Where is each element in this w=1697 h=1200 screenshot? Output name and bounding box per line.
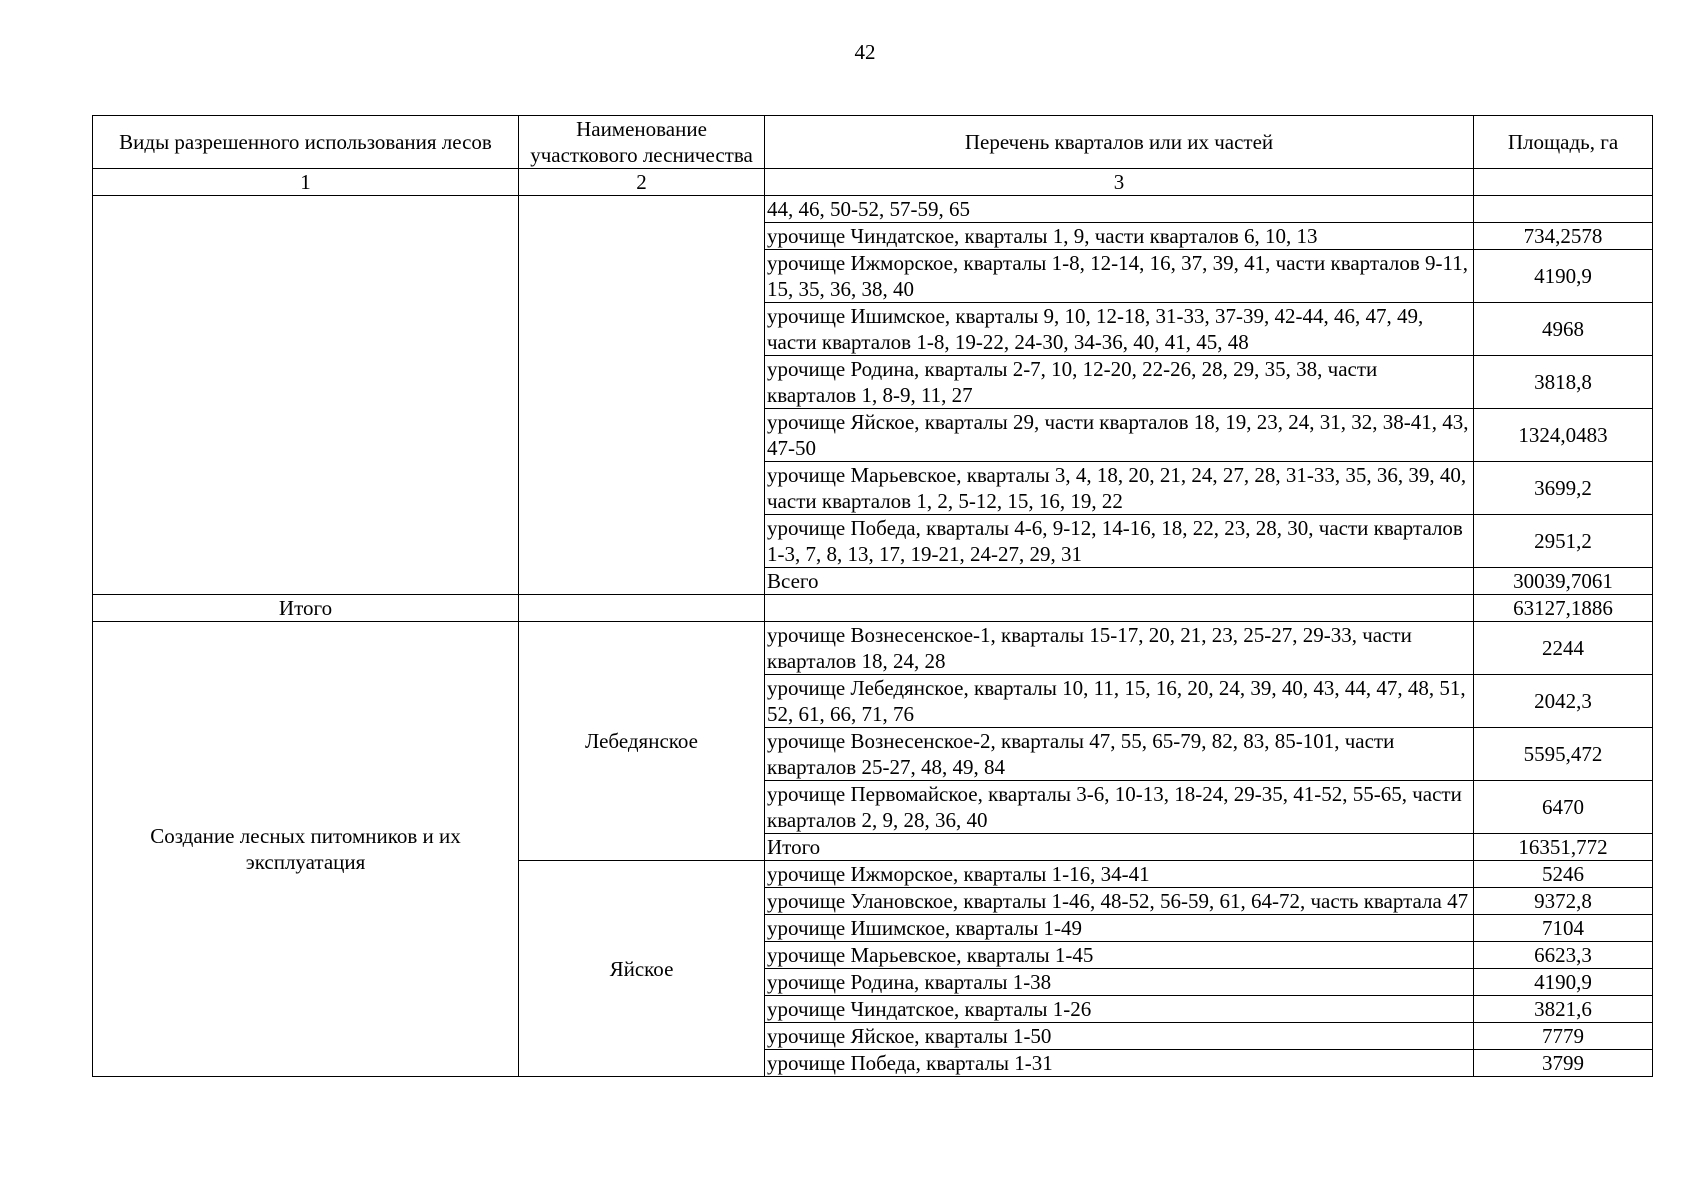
quarters-cell: урочище Яйское, кварталы 29, части кварталов 18, 19, 23, 24, 31, 32, 38-41, 43, 47-50 — [765, 409, 1474, 462]
quarters-cell: урочище Марьевское, кварталы 1-45 — [765, 942, 1474, 969]
area-cell: 4190,9 — [1474, 250, 1653, 303]
header-area: Площадь, га — [1474, 116, 1653, 169]
area-cell: 5246 — [1474, 861, 1653, 888]
area-cell: 7104 — [1474, 915, 1653, 942]
area-cell: 5595,472 — [1474, 728, 1653, 781]
area-cell: 2951,2 — [1474, 515, 1653, 568]
area-cell: 30039,7061 — [1474, 568, 1653, 595]
area-cell: 4968 — [1474, 303, 1653, 356]
quarters-cell: 44, 46, 50-52, 57-59, 65 — [765, 196, 1474, 223]
total-row — [93, 595, 1653, 622]
table-row — [93, 622, 1653, 675]
quarters-cell: урочище Родина, кварталы 2-7, 10, 12-20, 22-26, 28, 29, 35, 38, части кварталов 1, 8-9, 11, 27 — [765, 356, 1474, 409]
quarters-cell: урочище Чиндатское, кварталы 1-26 — [765, 996, 1474, 1023]
empty-cell — [519, 595, 765, 622]
column-index — [1474, 169, 1653, 196]
use-type-cell: Создание лесных питомников и их эксплуатация — [93, 622, 519, 1077]
column-index: 1 — [93, 169, 519, 196]
forestry-cell-empty — [519, 196, 765, 595]
header-row — [93, 116, 1653, 169]
header-quarters-list: Перечень кварталов или их частей — [765, 116, 1474, 169]
total-area: 63127,1886 — [1474, 595, 1653, 622]
area-cell: 2042,3 — [1474, 675, 1653, 728]
area-cell: 4190,9 — [1474, 969, 1653, 996]
header-forestry-name: Наименование участкового лесничества — [519, 116, 765, 169]
quarters-cell: урочище Ишимское, кварталы 9, 10, 12-18, 31-33, 37-39, 42-44, 46, 47, 49, части кварталов 1-8, 19-22, 24-30, 34-36, 40, 41, 45, 48 — [765, 303, 1474, 356]
area-cell: 3699,2 — [1474, 462, 1653, 515]
area-cell: 9372,8 — [1474, 888, 1653, 915]
quarters-cell: урочище Вознесенское-2, кварталы 47, 55, 65-79, 82, 83, 85-101, части кварталов 25-27, 48, 49, 84 — [765, 728, 1474, 781]
quarters-cell: урочище Ишимское, кварталы 1-49 — [765, 915, 1474, 942]
quarters-cell: урочище Лебедянское, кварталы 10, 11, 15, 16, 20, 24, 39, 40, 43, 44, 47, 48, 51, 52, 61, 66, 71, 76 — [765, 675, 1474, 728]
quarters-cell: Всего — [765, 568, 1474, 595]
area-cell: 3799 — [1474, 1050, 1653, 1077]
quarters-cell: урочище Ижморское, кварталы 1-8, 12-14, 16, 37, 39, 41, части кварталов 9-11, 15, 35, 36, 38, 40 — [765, 250, 1474, 303]
page-number: 42 — [854, 40, 876, 64]
quarters-cell: урочище Вознесенское-1, кварталы 15-17, 20, 21, 23, 25-27, 29-33, части кварталов 18, 24, 28 — [765, 622, 1474, 675]
area-cell: 16351,772 — [1474, 834, 1653, 861]
forestry-name-cell: Яйское — [519, 861, 765, 1077]
empty-cell — [765, 595, 1474, 622]
area-cell: 3821,6 — [1474, 996, 1653, 1023]
area-cell: 1324,0483 — [1474, 409, 1653, 462]
area-cell: 2244 — [1474, 622, 1653, 675]
column-index-row — [93, 169, 1653, 196]
area-cell: 6470 — [1474, 781, 1653, 834]
area-cell: 3818,8 — [1474, 356, 1653, 409]
quarters-cell: Итого — [765, 834, 1474, 861]
quarters-cell: урочище Марьевское, кварталы 3, 4, 18, 20, 21, 24, 27, 28, 31-33, 35, 36, 39, 40, части кварталов 1, 2, 5-12, 15, 16, 19, 22 — [765, 462, 1474, 515]
forest-use-table — [92, 115, 1653, 1077]
quarters-cell: урочище Победа, кварталы 1-31 — [765, 1050, 1474, 1077]
header-use-type: Виды разрешенного использования лесов — [93, 116, 519, 169]
quarters-cell: урочище Первомайское, кварталы 3-6, 10-13, 18-24, 29-35, 41-52, 55-65, части кварталов 2, 9, 28, 36, 40 — [765, 781, 1474, 834]
column-index: 2 — [519, 169, 765, 196]
quarters-cell: урочище Улановское, кварталы 1-46, 48-52, 56-59, 61, 64-72, часть квартала 47 — [765, 888, 1474, 915]
forestry-name-cell: Лебедянское — [519, 622, 765, 861]
area-cell: 734,2578 — [1474, 223, 1653, 250]
area-cell: 6623,3 — [1474, 942, 1653, 969]
area-cell: 7779 — [1474, 1023, 1653, 1050]
area-cell — [1474, 196, 1653, 223]
quarters-cell: урочище Победа, кварталы 4-6, 9-12, 14-16, 18, 22, 23, 28, 30, части кварталов 1-3, 7, 8, 13, 17, 19-21, 24-27, 29, 31 — [765, 515, 1474, 568]
quarters-cell: урочище Яйское, кварталы 1-50 — [765, 1023, 1474, 1050]
quarters-cell: урочище Ижморское, кварталы 1-16, 34-41 — [765, 861, 1474, 888]
quarters-cell: урочище Родина, кварталы 1-38 — [765, 969, 1474, 996]
use-type-cell-empty — [93, 196, 519, 595]
column-index: 3 — [765, 169, 1474, 196]
total-label: Итого — [93, 595, 519, 622]
table-row — [93, 196, 1653, 223]
quarters-cell: урочище Чиндатское, кварталы 1, 9, части кварталов 6, 10, 13 — [765, 223, 1474, 250]
